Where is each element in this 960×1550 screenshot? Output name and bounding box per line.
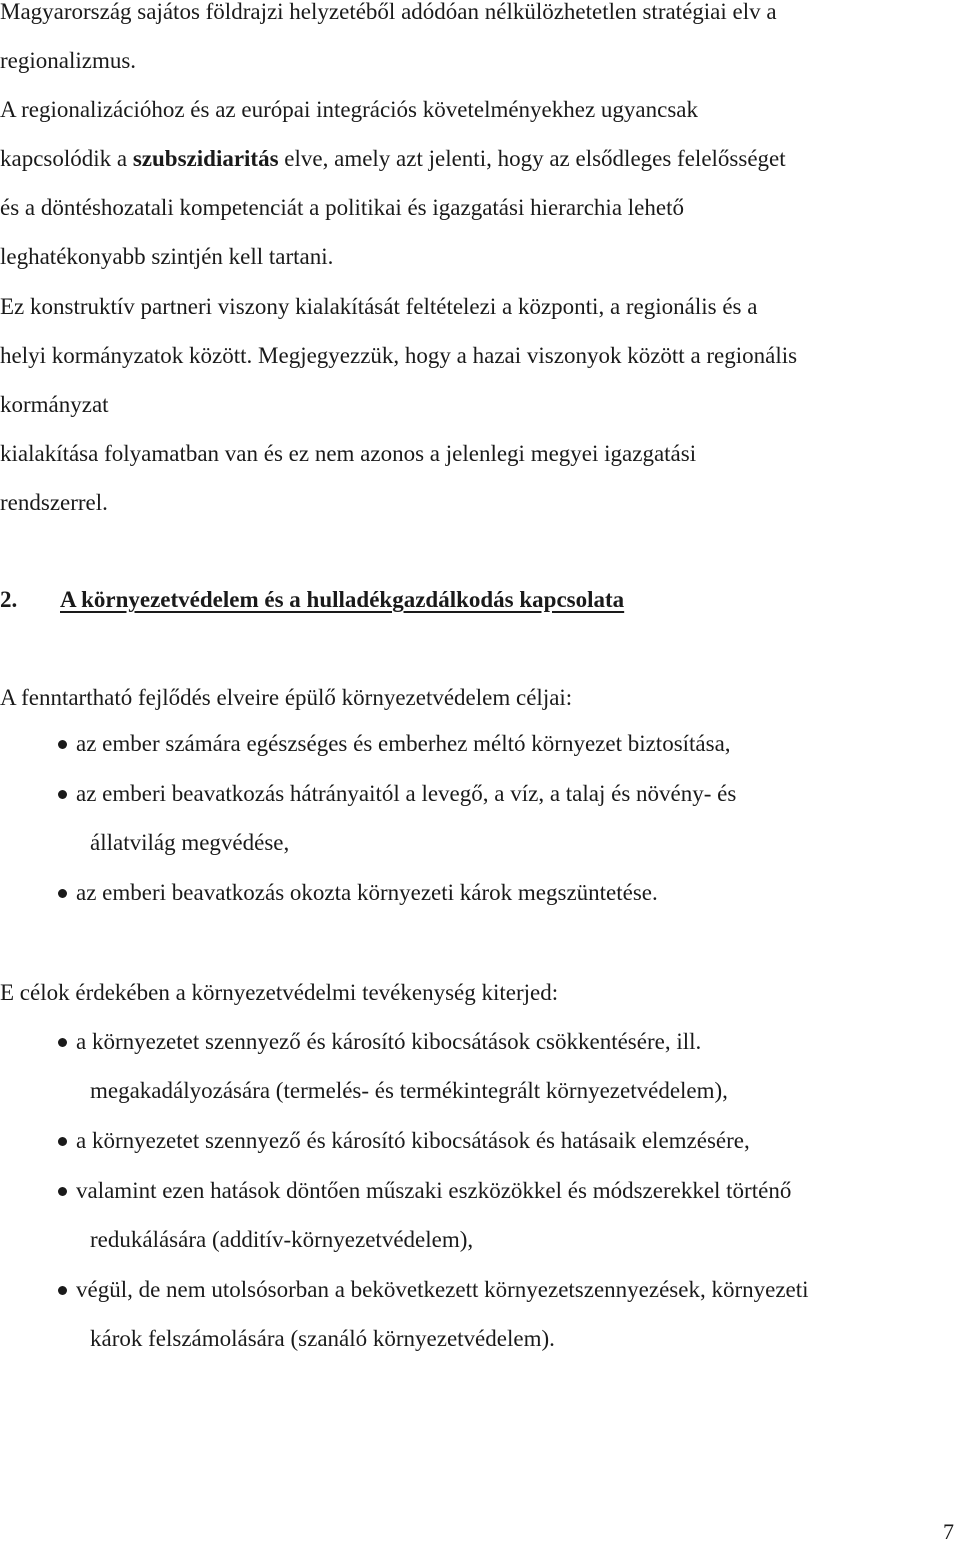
goal-item [58,769,960,867]
section-title: A környezetvédelem és a hulladékgazdálkodás kapcsolata [60,587,625,612]
text-line: kialakítása folyamatban van és ez nem azonos a jelenlegi megyei igazgatási [0,441,697,466]
section-number: 2. [0,587,18,612]
activities-intro: E célok érdekében a környezetvédelmi tevékenység kiterjed: [0,980,559,1005]
activity-text: végül, de nem utolsósorban a bekövetkezett környezetszennyezések, környezeti [76,1277,809,1302]
bullet-icon [58,889,67,898]
activity-text-continuation: károk felszámolására (szanáló környezetvédelem). [90,1326,555,1351]
goals-intro: A fenntartható fejlődés elveire épülő környezetvédelem céljai: [0,685,573,710]
goal-text-continuation: állatvilág megvédése, [90,830,290,855]
paragraph-regionalism [0,0,960,85]
bullet-icon [58,1137,67,1146]
text-line: leghatékonyabb szintjén kell tartani. [0,244,334,269]
activity-text-continuation: megakadályozására (termelés- és termékintegrált környezetvédelem), [90,1078,728,1103]
text-line: és a döntéshozatali kompetenciát a politikai és igazgatási hierarchia lehető [0,195,684,220]
activity-item [58,1265,960,1363]
bullet-icon [58,790,67,799]
goal-text: az ember számára egészséges és emberhez méltó környezet biztosítása, [76,731,731,756]
goal-text: az emberi beavatkozás hátrányaitól a levegő, a víz, a talaj és növény- és [76,781,737,806]
paragraph-partnership [0,282,960,527]
goal-text: az emberi beavatkozás okozta környezeti károk megszüntetése. [76,880,658,905]
goal-item [58,868,960,917]
text-line: regionalizmus. [0,48,137,73]
bullet-icon [58,1187,67,1196]
page-number: 7 [943,1519,954,1544]
text-run: elve, amely azt jelenti, hogy az elsődleges felelősséget [278,146,786,171]
subsidiarity-term: szubszidiaritás [132,146,279,171]
bullet-icon [58,740,67,749]
text-line: rendszerrel. [0,490,108,515]
activity-text: a környezetet szennyező és károsító kibocsátások csökkentésére, ill. [76,1029,702,1054]
activity-text: a környezetet szennyező és károsító kibocsátások és hatásaik elemzésére, [76,1128,750,1153]
activity-item [58,1166,960,1264]
text-line: Ez konstruktív partneri viszony kialakítását feltételezi a központi, a regionális és a [0,294,758,319]
activity-item [58,1116,960,1165]
goal-item [58,719,960,768]
paragraph-subsidiarity [0,85,960,281]
text-line: Magyarország sajátos földrajzi helyzetéből adódóan nélkülözhetetlen stratégiai elv a [0,0,777,24]
bullet-icon [58,1038,67,1047]
activity-text-continuation: redukálására (additív-környezetvédelem), [90,1227,474,1252]
section-heading [0,585,960,615]
bullet-icon [58,1286,67,1295]
text-run: kapcsolódik a [0,146,133,171]
text-line [0,134,960,183]
text-line: A regionalizációhoz és az európai integrációs követelményekhez ugyancsak [0,97,699,122]
activity-item [58,1017,960,1115]
activity-text: valamint ezen hatások döntően műszaki eszközökkel és módszerekkel történő [76,1178,792,1203]
text-line: kormányzat [0,392,109,417]
text-line: helyi kormányzatok között. Megjegyezzük, hogy a hazai viszonyok között a regionális [0,343,798,368]
